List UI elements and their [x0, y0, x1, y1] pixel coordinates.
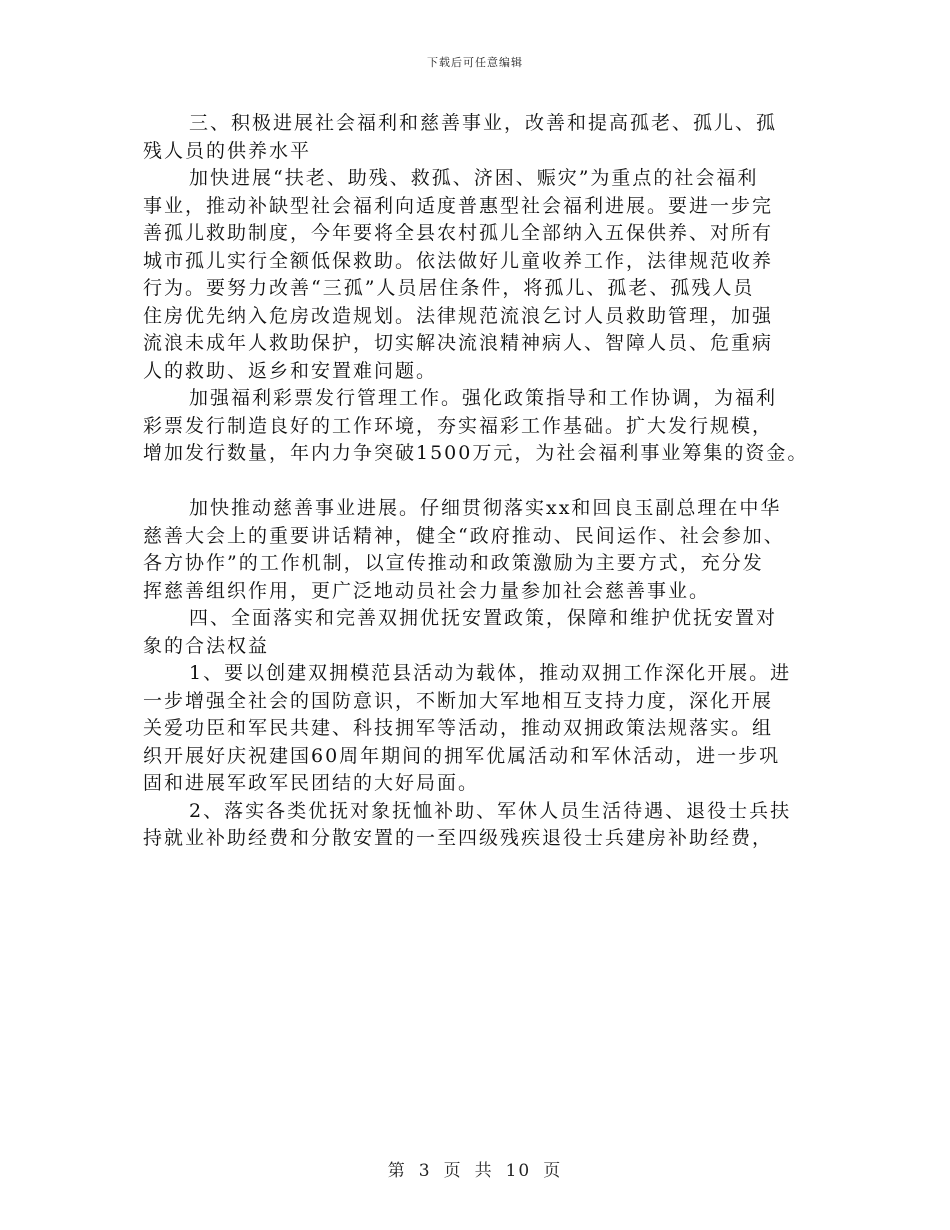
document-body	[143, 110, 823, 853]
footer-di: 第	[387, 1161, 407, 1181]
paragraph-line: 加快进展“扶老、助残、救孤、济困、赈灾”为重点的社会福利	[189, 167, 759, 189]
paragraph-line: 各方协作”的工作机制，以宣传推动和政策激励为主要方式，充分发	[143, 552, 764, 574]
paragraph-line: 一步增强全社会的国防意识，不断加大军地相互支持力度，深化开展	[143, 689, 774, 712]
paragraph-gap	[143, 468, 823, 496]
paragraph-line: 慈善大会上的重要讲话精神，健全“政府推动、民间运作、社会参加、	[143, 524, 785, 547]
footer-gong: 共	[474, 1161, 494, 1181]
heading-section-4-line-1: 四、全面落实和完善双拥优抚安置政策，保障和维护优抚安置对	[189, 607, 778, 629]
paragraph-line: 固和进展军政军民团结的大好局面。	[143, 772, 480, 794]
paragraph-line: 善孤儿救助制度，今年要将全县农村孤儿全部纳入五保供养、对所有	[143, 222, 774, 244]
page-footer	[0, 1156, 950, 1181]
footer-ye: 页	[443, 1161, 463, 1181]
paragraph-line: 城市孤儿实行全额低保救助。依法做好儿童收养工作，法律规范收养	[143, 249, 774, 272]
paragraph-line: 关爱功臣和军民共建、科技拥军等活动，推动双拥政策法规落实。组	[143, 717, 774, 739]
paragraph-line: 加快推动慈善事业进展。仔细贯彻落实xx和回良玉副总理在中华	[189, 497, 782, 519]
footer-ye: 页	[543, 1161, 563, 1181]
paragraph-line: 流浪未成年人救助保护，切实解决流浪精神病人、智障人员、危重病	[143, 332, 774, 354]
heading-section-3-line-1: 三、积极进展社会福利和慈善事业，改善和提高孤老、孤儿、孤	[189, 112, 778, 134]
footer-total-pages: 10	[505, 1161, 532, 1181]
paragraph-line: 持就业补助经费和分散安置的一至四级残疾退役士兵建房补助经费，	[143, 827, 774, 849]
paragraph-line: 人的救助、返乡和安置难问题。	[143, 359, 438, 382]
paragraph-line: 2、落实各类优抚对象抚恤补助、军休人员生活待遇、退役士兵扶	[189, 799, 792, 822]
paragraph-line: 彩票发行制造良好的工作环境，夯实福彩工作基础。扩大发行规模，	[143, 414, 774, 437]
paragraph-line: 事业，推动补缺型社会福利向适度普惠型社会福利进展。要进一步完	[143, 194, 774, 217]
paragraph-line: 挥慈善组织作用，更广泛地动员社会力量参加社会慈善事业。	[143, 579, 711, 602]
paragraph-line: 住房优先纳入危房改造规划。法律规范流浪乞讨人员救助管理，加强	[143, 304, 774, 327]
paragraph-line: 织开展好庆祝建国60周年期间的拥军优属活动和军休活动，进一步巩	[143, 744, 781, 767]
paragraph-line: 增加发行数量，年内力争突破1500万元，为社会福利事业筹集的资金。	[143, 442, 809, 464]
paragraph-line: 行为。要努力改善“三孤”人员居住条件，将孤儿、孤老、孤残人员	[143, 277, 755, 299]
page-header: 下载后可任意编辑	[427, 56, 523, 69]
heading-section-4-line-2: 象的合法权益	[143, 634, 270, 657]
paragraph-line: 加强福利彩票发行管理工作。强化政策指导和工作协调，为福利	[189, 387, 778, 409]
heading-section-3-line-2: 残人员的供养水平	[143, 139, 312, 162]
paragraph-line: 1、要以创建双拥模范县活动为载体，推动双拥工作深化开展。进	[189, 662, 792, 684]
footer-page-number: 3	[418, 1161, 432, 1181]
